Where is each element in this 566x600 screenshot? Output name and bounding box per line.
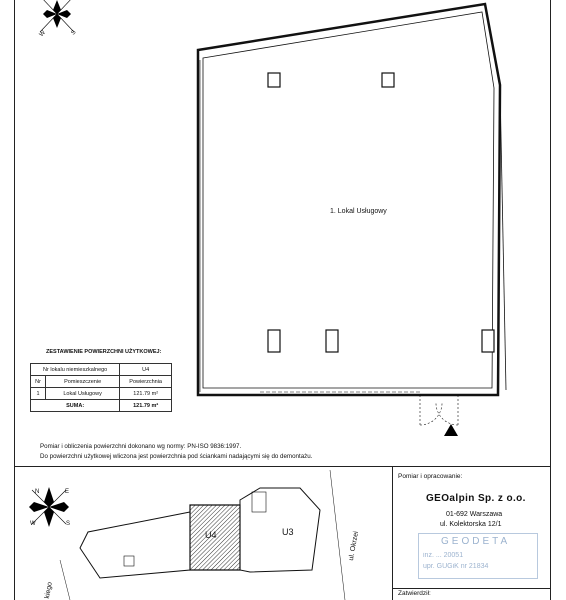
- summary-header-row: [31, 376, 172, 388]
- summary-sum-row: [31, 400, 172, 412]
- summary-sum-value: 121.79 m²: [120, 400, 172, 412]
- entrance-marker: [444, 424, 458, 436]
- company-name: GEOalpin Sp. z o.o.: [426, 493, 526, 504]
- stamp-line-2: inż. ... 20051: [423, 552, 464, 559]
- summary-unit-row: [31, 364, 172, 376]
- summary-col-nr: Nr: [31, 376, 46, 388]
- room-label: 1. Lokal Usługowy: [330, 208, 387, 215]
- compass-top-west-label: W: [38, 29, 47, 39]
- compass-top-south-label: S: [70, 29, 78, 37]
- summary-row-nr: 1: [31, 388, 46, 400]
- street-label-left: kiego: [44, 581, 54, 600]
- stamp-line-3: upr. GUGiK nr 21834: [423, 563, 489, 570]
- table-row: [31, 388, 172, 400]
- approved-by-label: Zatwierdził:: [398, 590, 431, 597]
- location-unit-u4: U4: [205, 530, 217, 540]
- summary-sum-label: SUMA:: [31, 400, 120, 412]
- summary-col-area: Powierzchnia: [120, 376, 172, 388]
- summary-table: [30, 363, 172, 412]
- measurement-note: Pomiar i obliczenia powierzchni dokonano wg normy: PN-ISO 9836:1997.: [40, 443, 242, 450]
- compass-bottom-east-label: E: [65, 489, 70, 495]
- summary-unit-label: Nr lokalu niemieszkalnego: [31, 364, 120, 376]
- compass-rose-top: [40, 0, 74, 32]
- summary-col-room: Pomieszczenie: [46, 376, 120, 388]
- summary-row-area: 121.79 m²: [120, 388, 172, 400]
- company-address-line2: ul. Kolektorska 12/1: [440, 521, 502, 528]
- street-label-right: ul. Okrzei: [348, 530, 361, 562]
- summary-unit-value: U4: [120, 364, 172, 376]
- summary-title: ZESTAWIENIE POWIERZCHNI UŻYTKOWEJ:: [46, 349, 162, 355]
- surveyor-stamp: [418, 533, 538, 579]
- location-map: [60, 470, 345, 600]
- company-address-line1: 01-692 Warszawa: [446, 511, 503, 518]
- usable-area-note: Do powierzchni użytkowej wliczona jest powierzchnia pod ściankami nadającymi się do demontażu.: [40, 453, 313, 460]
- compass-bottom-west-label: W: [30, 521, 36, 527]
- prepared-by-label: Pomiar i opracowanie:: [398, 473, 463, 480]
- compass-bottom-north-label: N: [35, 489, 40, 495]
- stamp-line-1: GEODETA: [441, 536, 511, 547]
- location-unit-u3: U3: [282, 527, 294, 537]
- compass-bottom-south-label: S: [66, 521, 71, 527]
- summary-row-name: Lokal Usługowy: [46, 388, 120, 400]
